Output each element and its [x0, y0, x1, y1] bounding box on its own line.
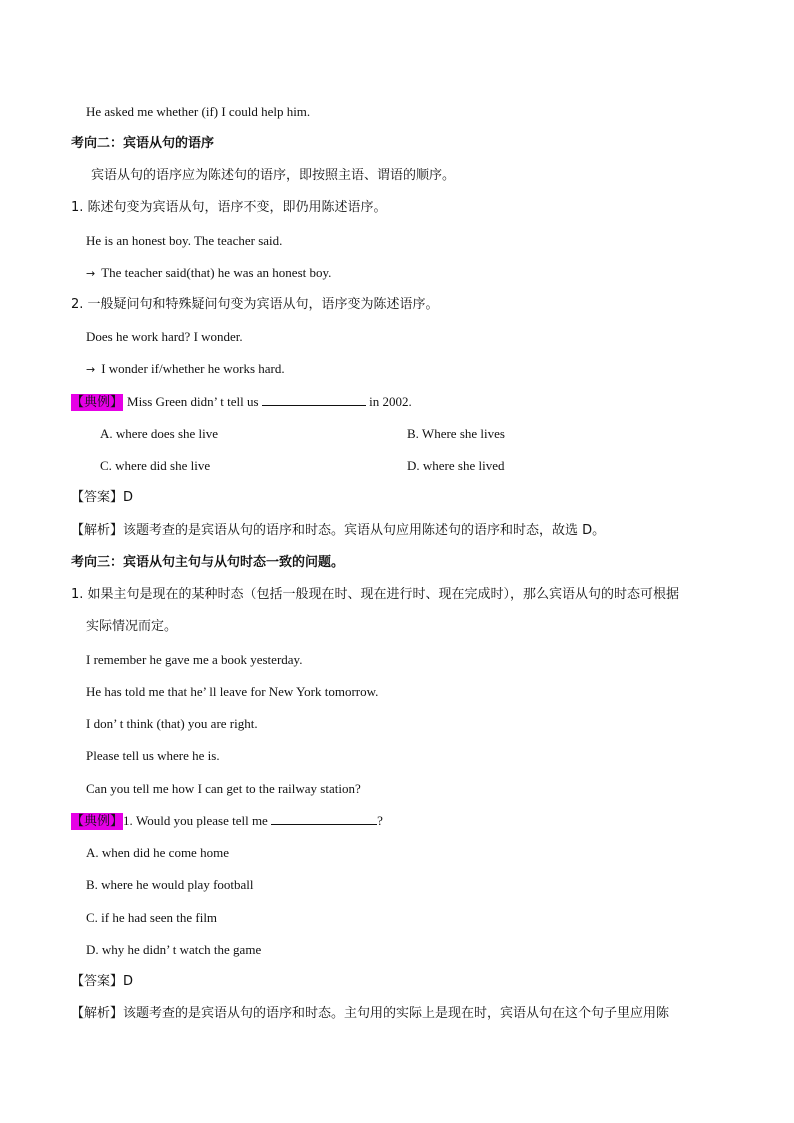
paragraph: 宾语从句的语序应为陈述句的语序，即按照主语、谓语的顺序。 [91, 168, 456, 183]
example-sentence: I don’ t think (that) you are right. [86, 716, 258, 731]
question-2 [71, 812, 383, 831]
explanation: 【解析】该题考查的是宾语从句的语序和时态。主句用的实际上是现在时，宾语从句在这个句子里应用陈 [71, 1006, 670, 1021]
question-stem: Miss Green didn’ t tell us [127, 394, 259, 409]
option-c: C. where did she live [100, 458, 211, 473]
option-d: D. where she lived [407, 458, 505, 473]
example-sentence: I remember he gave me a book yesterday. [86, 652, 303, 667]
section-heading-3: 考向三：宾语从句主句与从句时态一致的问题。 [71, 555, 345, 570]
option-b: B. Where she lives [407, 426, 505, 441]
example-sentence: He is an honest boy. The teacher said. [86, 233, 283, 248]
arrow-icon: → [86, 363, 96, 376]
question-stem-end: in 2002. [369, 394, 412, 409]
example-result [86, 264, 331, 283]
example-result [86, 360, 285, 379]
example-sentence: Does he work hard? I wonder. [86, 329, 243, 344]
option-c: C. if he had seen the film [86, 910, 218, 925]
option-b: B. where he would play football [86, 877, 254, 892]
example-sentence: Please tell us where he is. [86, 748, 220, 763]
answer-blank [262, 393, 366, 406]
rule-item-1: 1. 陈述句变为宾语从句，语序不变，即仍用陈述语序。 [71, 200, 387, 215]
question-1 [71, 393, 412, 412]
example-sentence: He asked me whether (if) I could help him. [86, 104, 311, 119]
result-text: The teacher said(that) he was an honest boy. [101, 265, 332, 280]
section-heading-2: 考向二：宾语从句的语序 [71, 136, 215, 151]
result-text: I wonder if/whether he works hard. [101, 361, 285, 376]
example-tag: 【典例】 [71, 395, 124, 410]
rule-item-1-continued: 实际情况而定。 [86, 619, 178, 634]
option-d: D. why he didn’ t watch the game [86, 942, 262, 957]
answer: 【答案】D [71, 974, 134, 989]
explanation: 【解析】该题考查的是宾语从句的语序和时态。宾语从句应用陈述句的语序和时态，故选 D。 [71, 523, 606, 538]
answer-blank [271, 812, 377, 825]
example-sentence: Can you tell me how I can get to the railway station? [86, 781, 361, 796]
example-sentence: He has told me that he’ ll leave for New York tomorrow. [86, 684, 379, 699]
rule-item-2: 2. 一般疑问句和特殊疑问句变为宾语从句，语序变为陈述语序。 [71, 297, 439, 312]
question-stem: 1. Would you please tell me [123, 813, 268, 828]
rule-item-1: 1. 如果主句是现在的某种时态（包括一般现在时、现在进行时、现在完成时），那么宾语从句的时态可根据 [71, 587, 680, 602]
answer: 【答案】D [71, 490, 134, 505]
arrow-icon: → [86, 267, 96, 280]
option-a: A. where does she live [100, 426, 219, 441]
example-tag: 【典例】 [71, 814, 124, 829]
option-a: A. when did he come home [86, 845, 229, 860]
question-stem-end: ? [377, 813, 383, 828]
